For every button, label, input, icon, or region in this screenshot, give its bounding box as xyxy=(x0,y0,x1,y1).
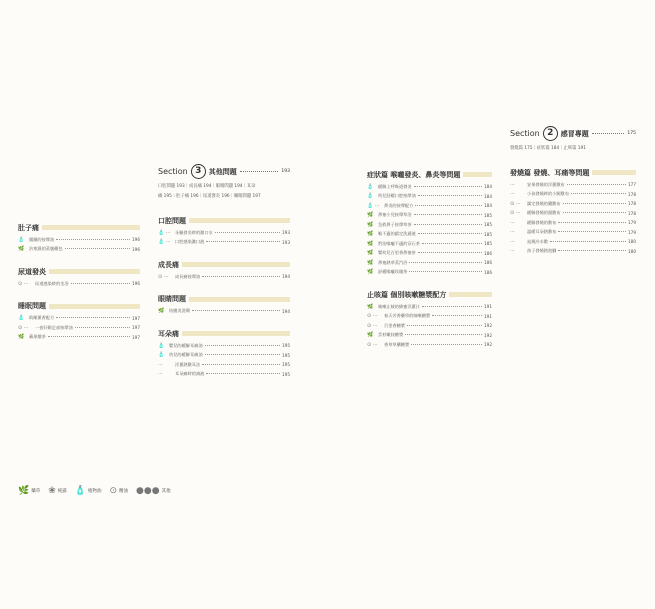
page-number: 186 xyxy=(484,269,492,275)
recipe-title: 嬰兒的緩解耳痛油 xyxy=(169,342,203,348)
recipe-title: 緩解發燒的敷布 xyxy=(527,219,557,225)
dot-leader xyxy=(563,203,626,204)
heading-bar xyxy=(189,297,290,302)
dot-leader xyxy=(202,364,280,365)
recipe-entry xyxy=(510,190,636,200)
topic-group xyxy=(18,267,140,289)
legend-item xyxy=(109,486,128,496)
ingredient-icon: 🧴 ··· xyxy=(158,239,171,246)
page-number: 180 xyxy=(628,239,636,245)
recipe-entry xyxy=(158,341,290,351)
topic-heading xyxy=(18,302,140,311)
topic-group xyxy=(367,290,492,350)
legend-label: 藥草 xyxy=(31,489,41,494)
dot-leader xyxy=(432,315,482,316)
page-number: 194 xyxy=(282,274,290,280)
page-number: 191 xyxy=(484,304,492,310)
recipe-entry xyxy=(367,268,492,278)
recipe-title: 腸躁的按摩油 xyxy=(29,236,55,242)
recipe-title: 幼兒舒緩口腔按摩油 xyxy=(378,193,416,199)
summary-line: 痛 195｜肚子痛 196｜尿道發炎 196｜睡眠問題 197 xyxy=(158,194,261,199)
recipe-list xyxy=(18,314,140,343)
page-number: 192 xyxy=(484,332,492,338)
ingredient-icon: ··· xyxy=(510,219,515,226)
recipe-entry xyxy=(510,237,636,247)
topic-heading xyxy=(367,170,492,179)
section-label: Section xyxy=(158,167,188,176)
recipe-entry xyxy=(158,307,290,317)
recipe-entry xyxy=(367,220,492,230)
recipe-title: 雲杉嫩枝糖漿 xyxy=(378,332,404,338)
topic-title: 肚子痛 xyxy=(18,223,39,232)
page-number: 180 xyxy=(628,248,636,254)
topic-group xyxy=(18,302,140,343)
page-number: 184 xyxy=(484,184,492,190)
legend-item xyxy=(18,486,40,496)
legend-label: 精油 xyxy=(119,489,129,494)
recipe-title: 成長痛按摩油 xyxy=(175,273,201,279)
legend-icon: 🧴 xyxy=(74,486,86,496)
dot-leader xyxy=(75,327,130,328)
dot-leader xyxy=(202,276,280,277)
col4 xyxy=(510,126,636,269)
topic-heading xyxy=(510,168,636,177)
leader-line xyxy=(592,133,625,134)
recipe-title: 尿道感染時的坐浴 xyxy=(35,280,69,286)
legend-icon: ⊙ xyxy=(109,486,118,496)
icon-legend xyxy=(18,486,179,496)
heading-bar xyxy=(182,331,290,336)
page-number: 184 xyxy=(484,193,492,199)
ingredient-icon: ··· xyxy=(510,191,515,198)
recipe-entry xyxy=(367,192,492,202)
page-number: 195 xyxy=(282,352,290,358)
page-number: 184 xyxy=(484,203,492,209)
ingredient-icon: 🌿 xyxy=(367,212,374,219)
recipe-title: 幼兒的緩解耳痛油 xyxy=(169,352,203,358)
recipe-title: 春天芳香藥草的咳嗽糖漿 xyxy=(384,313,431,319)
ingredient-icon: ··· xyxy=(510,181,515,188)
dot-leader xyxy=(414,214,482,215)
dot-leader xyxy=(407,325,482,326)
recipe-title: 安果發燒的洋蔥敷布 xyxy=(527,181,565,187)
recipe-entry xyxy=(367,182,492,192)
ingredient-icon: 🌿 xyxy=(18,334,25,341)
recipe-title: 耳朵痛時的滴液 xyxy=(175,371,205,377)
recipe-title: 蘋果燉茶 xyxy=(29,334,46,340)
legend-label: 植物油 xyxy=(87,489,102,494)
page-number: 197 xyxy=(132,325,140,331)
ingredient-icon: ··· xyxy=(510,248,515,255)
heading-bar xyxy=(592,170,636,175)
recipe-entry xyxy=(510,228,636,238)
recipe-title: 結膜炎洗劑 xyxy=(169,308,190,314)
recipe-entry xyxy=(510,199,636,209)
topic-title: 眼睛問題 xyxy=(158,295,186,303)
recipe-entry xyxy=(510,218,636,228)
dot-leader xyxy=(422,243,482,244)
page-number: 185 xyxy=(484,231,492,237)
page-number: 196 xyxy=(132,281,140,287)
dot-leader xyxy=(411,344,482,345)
page-number: 178 xyxy=(628,201,636,207)
topic-title: 尿道發炎 xyxy=(18,267,46,276)
heading-bar xyxy=(182,262,290,267)
ingredient-icon: ⊙ ··· xyxy=(510,200,521,207)
recipe-title: 香草草藥糖漿 xyxy=(384,341,410,347)
recipe-list xyxy=(18,279,140,289)
topic-heading xyxy=(158,295,290,304)
legend-item xyxy=(136,486,171,496)
recipe-title: 洋蔥熱敷耳法 xyxy=(175,361,201,367)
recipe-title: 治寒濕的蒸腹藥包 xyxy=(29,246,63,252)
section-label: Section xyxy=(510,129,540,138)
recipe-entry xyxy=(158,238,290,248)
ingredient-icon: ⊙ ··· xyxy=(18,280,29,287)
dot-leader xyxy=(414,224,482,225)
topic-heading xyxy=(367,290,492,299)
ingredient-icon: 🌿 xyxy=(367,269,374,276)
recipe-title: 鼻塞小兒按摩草浴 xyxy=(378,212,412,218)
dot-leader xyxy=(558,231,626,232)
topic-title: 止咳篇 個別咳嗽糖漿配方 xyxy=(367,290,447,299)
recipe-entry xyxy=(510,180,636,190)
recipe-title: 口腔感染漱口液 xyxy=(175,239,205,245)
ingredient-icon: 🌿 xyxy=(367,250,374,257)
dot-leader xyxy=(558,222,626,223)
heading-bar xyxy=(42,225,140,230)
page-number: 179 xyxy=(628,220,636,226)
section-title: 感冒專題 xyxy=(560,129,589,138)
heading-bar xyxy=(49,304,140,309)
dot-leader xyxy=(56,239,130,240)
page-number: 196 xyxy=(132,237,140,243)
page-number: 178 xyxy=(628,191,636,197)
ingredient-icon: 🧴 ··· xyxy=(158,229,171,236)
recipe-entry xyxy=(158,228,290,238)
ingredient-icon: ⊙ ··· xyxy=(18,324,29,331)
ingredient-icon: 🧴 xyxy=(367,193,374,200)
ingredient-icon: 🌿 xyxy=(367,221,374,228)
page-number: 197 xyxy=(132,315,140,321)
page-number: 197 xyxy=(132,334,140,340)
legend-icon: ❀ xyxy=(48,486,56,496)
dot-leader xyxy=(205,345,280,346)
legend-item xyxy=(48,486,67,496)
col3 xyxy=(367,170,492,363)
legend-label: 純露 xyxy=(57,489,67,494)
ingredient-icon: 🌿 xyxy=(367,231,374,238)
dot-leader xyxy=(563,212,626,213)
recipe-entry xyxy=(18,245,140,255)
recipe-entry xyxy=(18,279,140,289)
dot-leader xyxy=(65,248,130,249)
page-number: 185 xyxy=(484,212,492,218)
section-number: 2 xyxy=(543,126,558,141)
dot-leader xyxy=(409,271,482,272)
recipe-entry xyxy=(367,249,492,259)
recipe-entry xyxy=(367,239,492,249)
topic-heading xyxy=(18,223,140,232)
topic-title: 耳朵痛 xyxy=(158,329,179,338)
section-page: 175 xyxy=(627,131,636,136)
ingredient-icon: ⊙ ··· xyxy=(367,313,378,320)
page-number: 186 xyxy=(484,260,492,266)
ingredient-icon: 🌿 xyxy=(18,246,25,253)
page-number: 179 xyxy=(628,229,636,235)
ingredient-icon: 🌿 xyxy=(367,303,374,310)
section-heading xyxy=(158,164,290,179)
recipe-entry xyxy=(510,247,636,257)
recipe-entry xyxy=(18,333,140,343)
section-heading xyxy=(510,126,636,141)
recipe-entry xyxy=(367,201,492,211)
recipe-title: 急救鼻子按摩草茶 xyxy=(378,221,412,227)
summary-line: 口腔問題 193｜成長痛 194｜眼睛問題 194｜耳朵 xyxy=(158,184,256,189)
dot-leader xyxy=(418,195,482,196)
topic-title: 成長痛 xyxy=(158,260,179,269)
page-number: 195 xyxy=(282,362,290,368)
topic-heading xyxy=(18,267,140,276)
recipe-list xyxy=(510,180,636,256)
heading-bar xyxy=(463,172,492,177)
topic-title: 發燒篇 發燒、耳痛等問題 xyxy=(510,168,590,177)
section-number: 3 xyxy=(191,164,206,179)
recipe-title: 緩解上呼吸道發炎 xyxy=(378,183,412,189)
page-number: 177 xyxy=(628,182,636,188)
ingredient-icon: 🌿 xyxy=(367,240,374,247)
page-number: 195 xyxy=(282,371,290,377)
section-page: 193 xyxy=(281,169,290,174)
recipe-title: 舒緩喉嚨玫瑰茶 xyxy=(378,269,408,275)
ingredient-icon: 🧴 xyxy=(367,183,374,190)
dot-leader xyxy=(422,306,482,307)
recipe-list xyxy=(367,182,492,277)
dot-leader xyxy=(550,241,626,242)
recipe-entry xyxy=(367,211,492,221)
recipe-list xyxy=(158,272,290,282)
topic-group xyxy=(158,260,290,282)
recipe-title: 助睡薰香配方 xyxy=(29,315,55,321)
recipe-title: 鼻炎的按摩配方 xyxy=(384,202,414,208)
ingredient-icon: ··· xyxy=(158,361,163,368)
page-number: 178 xyxy=(628,210,636,216)
ingredient-icon: ⊙ ··· xyxy=(367,341,378,348)
legend-item xyxy=(75,486,102,496)
topic-heading xyxy=(158,329,290,338)
recipe-title: 咳嗽止咳的蜂蜜洋蔥汁 xyxy=(378,303,420,309)
recipe-title: 百里香糖漿 xyxy=(384,322,405,328)
dot-leader xyxy=(56,317,130,318)
heading-bar xyxy=(449,292,492,297)
heading-bar xyxy=(189,218,290,223)
page-number: 185 xyxy=(484,241,492,247)
page-number: 192 xyxy=(484,342,492,348)
topic-heading xyxy=(158,260,290,269)
dot-leader xyxy=(205,354,280,355)
dot-leader xyxy=(48,336,130,337)
recipe-title: 溫暖耳朵熱敷布 xyxy=(527,229,557,235)
recipe-list xyxy=(158,341,290,379)
dot-leader xyxy=(71,283,130,284)
recipe-entry xyxy=(367,340,492,350)
section-summary xyxy=(510,144,636,154)
ingredient-icon: ··· xyxy=(510,229,515,236)
recipe-entry xyxy=(367,331,492,341)
dot-leader xyxy=(567,184,626,185)
recipe-entry xyxy=(367,302,492,312)
ingredient-icon: 🌿 xyxy=(367,332,374,339)
page-number: 194 xyxy=(282,308,290,314)
dot-leader xyxy=(571,193,626,194)
recipe-entry xyxy=(18,235,140,245)
page-number: 196 xyxy=(132,246,140,252)
recipe-list xyxy=(158,307,290,317)
topic-group xyxy=(367,170,492,277)
topic-heading xyxy=(158,216,290,225)
recipe-entry xyxy=(18,314,140,324)
recipe-title: 對治喉嚨不適的穿石茶 xyxy=(378,240,420,246)
recipe-title: 孩子發燒熱泡腳 xyxy=(527,248,557,254)
ingredient-icon: 🧴 xyxy=(18,236,25,243)
ingredient-icon: ··· xyxy=(510,238,515,245)
dot-leader xyxy=(414,186,482,187)
recipe-entry xyxy=(367,258,492,268)
legend-icon: 🌿 xyxy=(18,486,30,496)
page-number: 193 xyxy=(282,239,290,245)
ingredient-icon: 🧴 xyxy=(18,315,25,322)
page-number: 191 xyxy=(484,313,492,319)
ingredient-icon: ··· xyxy=(158,371,163,378)
recipe-title: 鎮定發燒的藥敷布 xyxy=(527,200,561,206)
col2 xyxy=(158,164,290,392)
ingredient-icon: ⊙ ··· xyxy=(158,273,169,280)
ingredient-icon: 🧴 ··· xyxy=(367,202,380,209)
topic-title: 症狀篇 喉嚨發炎、鼻炎等問題 xyxy=(367,170,461,179)
topic-group xyxy=(18,223,140,254)
topic-group xyxy=(158,329,290,379)
recipe-entry xyxy=(510,209,636,219)
section-title: 其他問題 xyxy=(208,167,237,176)
dot-leader xyxy=(415,205,482,206)
recipe-title: 緩解發燒的濕敷布 xyxy=(527,210,561,216)
dot-leader xyxy=(206,373,280,374)
page-number: 186 xyxy=(484,250,492,256)
recipe-title: 牙齦發炎時的漱口水 xyxy=(175,229,213,235)
recipe-entry xyxy=(158,370,290,380)
dot-leader xyxy=(418,233,482,234)
recipe-entry xyxy=(18,323,140,333)
ingredient-icon: 🌿 xyxy=(158,308,165,315)
recipe-entry xyxy=(367,230,492,240)
recipe-list xyxy=(367,302,492,350)
recipe-title: 嬰幼兒百里香鼻塞茶 xyxy=(378,250,416,256)
dot-leader xyxy=(418,252,482,253)
page-number: 195 xyxy=(282,343,290,349)
summary-line: 發燒篇 175｜症狀篇 184｜止咳篇 191 xyxy=(510,146,586,151)
recipe-entry xyxy=(158,351,290,361)
leader-line xyxy=(240,171,279,172)
recipe-entry xyxy=(158,272,290,282)
ingredient-icon: 🌿 xyxy=(367,259,374,266)
page-number: 192 xyxy=(484,323,492,329)
dot-leader xyxy=(206,241,280,242)
ingredient-icon: 🧴 xyxy=(158,342,165,349)
recipe-entry xyxy=(158,360,290,370)
ingredient-icon: ⊙ ··· xyxy=(510,210,521,217)
dot-leader xyxy=(405,334,482,335)
topic-group xyxy=(158,295,290,317)
recipe-title: 退燒冷水敷 xyxy=(527,238,548,244)
heading-bar xyxy=(49,269,140,274)
recipe-list xyxy=(18,235,140,254)
recipe-title: 小孩發燒時的小腿敷布 xyxy=(527,191,569,197)
dot-leader xyxy=(558,250,626,251)
topic-title: 睡眠問題 xyxy=(18,302,46,310)
dot-leader xyxy=(409,262,482,263)
page-number: 193 xyxy=(282,230,290,236)
topic-group xyxy=(158,216,290,247)
recipe-list xyxy=(158,228,290,247)
recipe-title: 一夜好眠足部按摩油 xyxy=(35,324,73,330)
ingredient-icon: 🧴 xyxy=(158,352,165,359)
recipe-entry xyxy=(367,321,492,331)
dot-leader xyxy=(192,310,280,311)
legend-label: 其他 xyxy=(161,489,171,494)
recipe-title: 喉不適的鎮定洗滌液 xyxy=(378,231,416,237)
ingredient-icon: ⊙ ··· xyxy=(367,322,378,329)
page-number: 185 xyxy=(484,222,492,228)
section-summary xyxy=(158,182,290,202)
recipe-entry xyxy=(367,312,492,322)
topic-title: 口腔問題 xyxy=(158,216,186,225)
col1 xyxy=(18,223,140,355)
topic-group xyxy=(510,168,636,256)
recipe-title: 鼻塞熱草蒸汽浴 xyxy=(378,259,408,265)
legend-icon: ●●● xyxy=(136,486,160,496)
dot-leader xyxy=(215,232,280,233)
